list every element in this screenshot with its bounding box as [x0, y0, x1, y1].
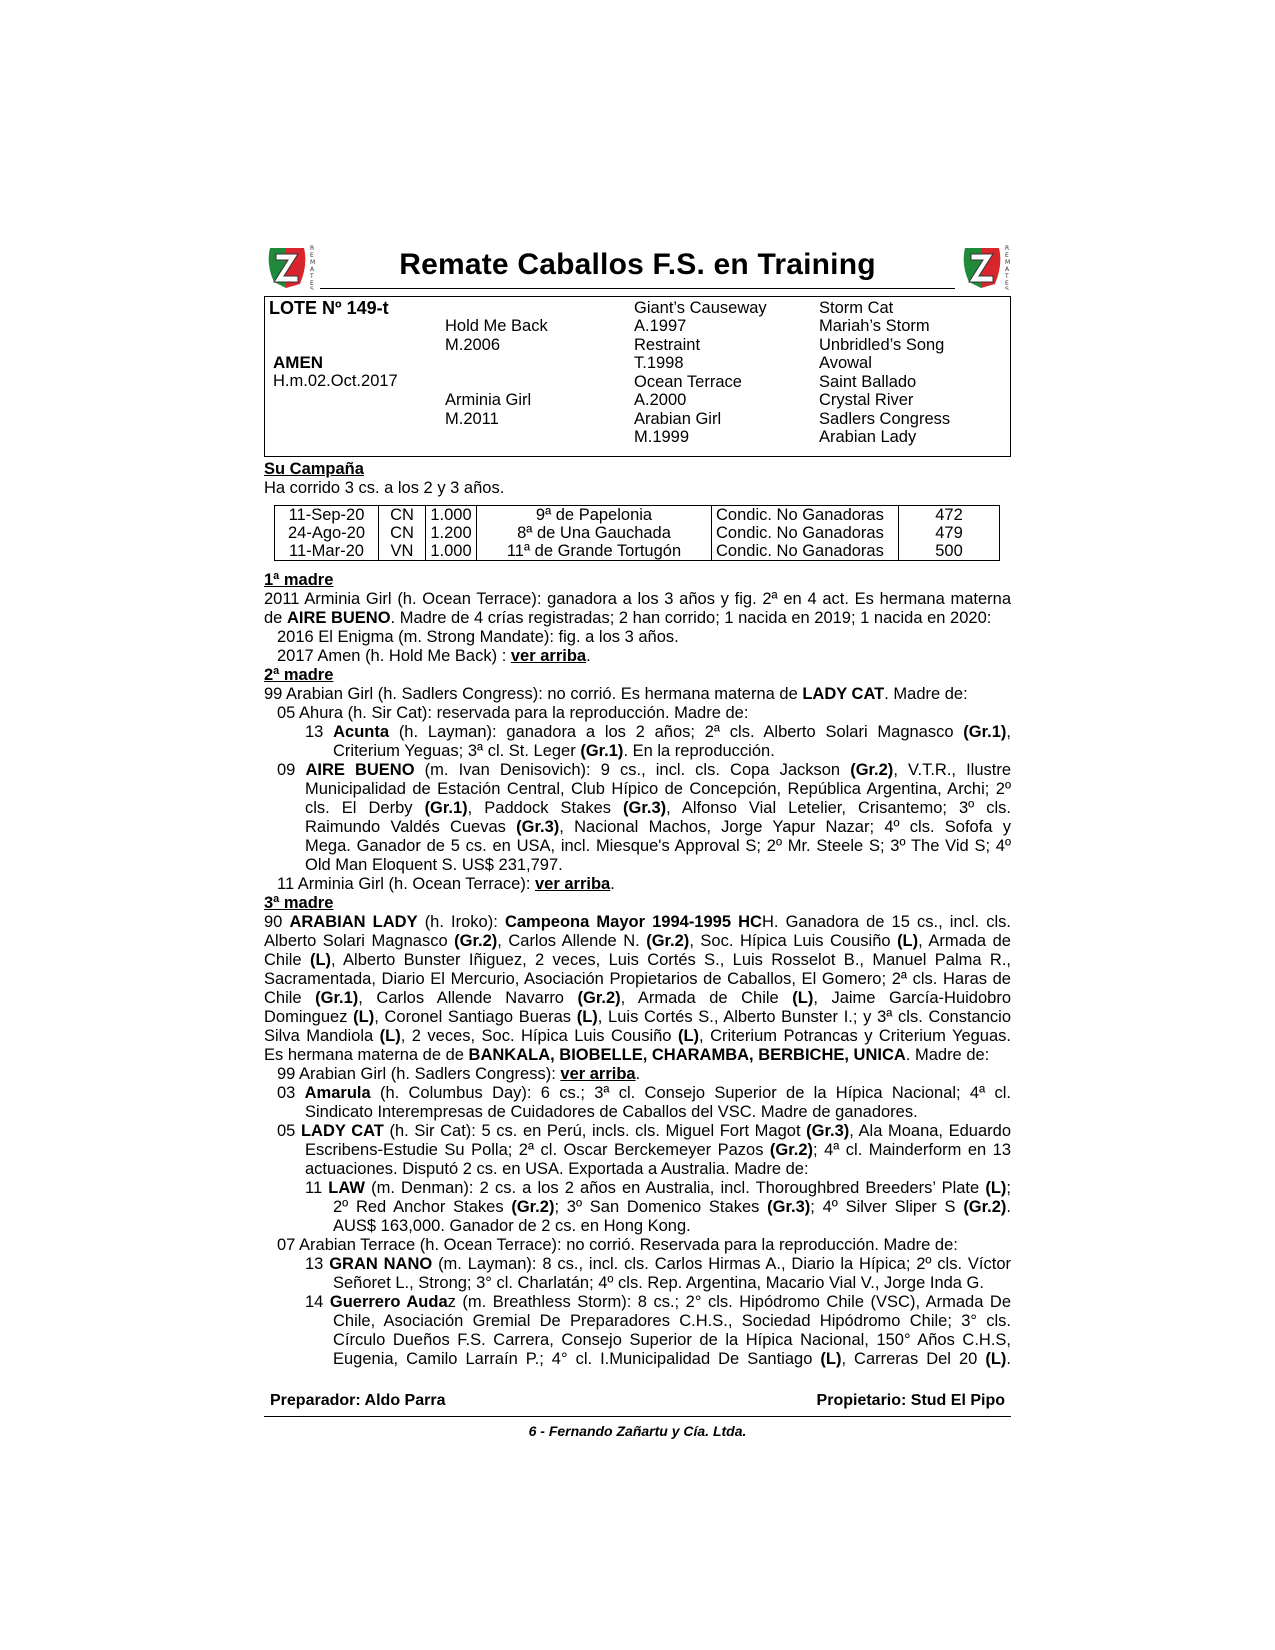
- dam-name: Arminia Girl: [445, 391, 532, 409]
- list-item-cont: AUS$ 163,000. Ganador de 2 cs. en Hong Kong.: [333, 1217, 691, 1235]
- third-dam-line: Silva Mandiola (L), 2 veces, Soc. Hípica Luis Cousiño (L), Criterium Potrancas y Criterium Yeguas.: [264, 1027, 1011, 1045]
- table-row: [275, 542, 1000, 561]
- first-dam-line: de AIRE BUENO. Madre de 4 crías registradas; 2 han corrido; 1 nacida en 2019; 1 nacida en 2020:: [264, 609, 992, 627]
- third-dam-line: Chile (L), Alberto Bunster Iñiguez, 2 veces, Luis Cortés S., Luis Rosselot B., Manuel Palma R.,: [264, 951, 1011, 969]
- sire-name: Hold Me Back: [445, 317, 548, 335]
- race-track: CN: [379, 524, 426, 542]
- race-place: 11ª de Grande Tortugón: [477, 542, 712, 561]
- granddam-2: Arabian Girl: [634, 410, 722, 428]
- list-item: 13 Acunta (h. Layman): ganadora a los 2 años; 2ª cls. Alberto Solari Magnasco (Gr.1),: [305, 723, 1011, 741]
- third-dam-line: Chile (Gr.1), Carlos Allende Navarro (Gr.2), Armada de Chile (L), Jaime García-Huidobro: [264, 989, 1011, 1007]
- race-track: CN: [379, 506, 426, 525]
- second-dam-heading: 2ª madre: [264, 666, 334, 684]
- race-distance: 1.000: [426, 506, 477, 525]
- svg-text:S: S: [310, 286, 314, 290]
- ancestor: Mariah’s Storm: [819, 317, 930, 335]
- race-date: 11-Sep-20: [288, 506, 365, 524]
- race-condition: Condic. No Ganadoras: [712, 506, 899, 525]
- svg-text:M: M: [1005, 259, 1011, 266]
- ancestor: Saint Ballado: [819, 373, 917, 391]
- list-item-cont: Old Man Eloquent S. US$ 231,797.: [305, 856, 563, 874]
- ancestor: Avowal: [819, 354, 872, 372]
- svg-text:M: M: [310, 259, 316, 266]
- grandsire-2-year: A.2000: [634, 391, 687, 409]
- svg-text:E: E: [1005, 280, 1009, 287]
- list-item-cont: Señoret L., Strong; 3° cl. Charlatán; 4º cls. Rep. Argentina, Macario Vial V., Jorge Inda G.: [333, 1274, 984, 1292]
- race-distance: 1.200: [426, 524, 477, 542]
- footer-rule: [264, 1416, 1011, 1417]
- race-track: VN: [379, 542, 426, 561]
- ancestor: Sadlers Congress: [819, 410, 951, 428]
- list-item-cont: cls. El Derby (Gr.1), Paddock Stakes (Gr.3), Alfonso Vial Letelier, Crisantemo; 3º cls.: [305, 799, 1011, 817]
- race-condition: Condic. No Ganadoras: [712, 542, 899, 561]
- pedigree-box: [264, 296, 1011, 457]
- race-place: 8ª de Una Gauchada: [477, 524, 712, 542]
- granddam-1: Restraint: [634, 336, 701, 354]
- campaign-summary: Ha corrido 3 cs. a los 2 y 3 años.: [264, 479, 505, 497]
- svg-text:R: R: [310, 245, 315, 252]
- third-dam-line: Alberto Solari Magnasco (Gr.2), Carlos Allende N. (Gr.2), Soc. Hípica Luis Cousiño (L), Armada de: [264, 932, 1011, 950]
- race-weight: 479: [899, 524, 1000, 542]
- granddam-1-year: T.1998: [634, 354, 684, 372]
- dam-year: M.2011: [445, 410, 499, 428]
- svg-text:T: T: [1005, 273, 1009, 280]
- svg-text:A: A: [1005, 266, 1010, 273]
- owner-label: Propietario: Stud El Pipo: [816, 1392, 1005, 1409]
- first-dam-section: [264, 571, 1011, 1369]
- race-condition: Condic. No Ganadoras: [712, 524, 899, 542]
- grandsire-1: Giant’s Causeway: [634, 299, 767, 317]
- list-item-cont: Círculo Dueños F.S. Carrera, Consejo Superior de la Hípica Nacional, 150° Años C.H.S,: [333, 1331, 1011, 1349]
- list-item: 13 GRAN NANO (m. Layman): 8 cs., incl. cls. Carlos Hirmas A., Diario la Hípica; 2º cls. Víctor: [305, 1255, 1011, 1273]
- second-dam-intro: 99 Arabian Girl (h. Sadlers Congress): no corrió. Es hermana materna de LADY CAT. Madre de:: [264, 685, 968, 703]
- ancestor: Arabian Lady: [819, 428, 917, 446]
- grandsire-2: Ocean Terrace: [634, 373, 742, 391]
- sign-line: [270, 1392, 1005, 1410]
- list-item-cont: Escribens-Estudie Su Polla; 2ª cl. Oscar Berckemeyer Pazos (Gr.2); 4ª cl. Mainderform en 13: [305, 1141, 1011, 1159]
- svg-text:E: E: [310, 280, 314, 287]
- ver-arriba-link[interactable]: ver arriba: [534, 875, 611, 893]
- table-row: [275, 506, 1000, 525]
- race-distance: 1.000: [426, 542, 477, 561]
- list-item-cont: 2º Red Anchor Stakes (Gr.2); 3º San Domenico Stakes (Gr.3); 4º Silver Sliper S (Gr.2).: [333, 1198, 1012, 1216]
- svg-text:A: A: [310, 266, 315, 273]
- list-item: 2017 Amen (h. Hold Me Back) : ver arriba.: [277, 647, 591, 665]
- svg-text:T: T: [310, 273, 314, 280]
- list-item: 07 Arabian Terrace (h. Ocean Terrace): no corrió. Reservada para la reproducción. Madre de:: [277, 1236, 958, 1254]
- horse-name: AMEN: [273, 353, 324, 372]
- ver-arriba-link[interactable]: ver arriba: [560, 1065, 636, 1083]
- list-item: 2016 El Enigma (m. Strong Mandate): fig. a los 3 años.: [277, 628, 679, 646]
- first-dam-line: 2011 Arminia Girl (h. Ocean Terrace): ganadora a los 3 años y fig. 2ª en 4 act. Es hermana materna: [264, 590, 1011, 608]
- ancestor: Crystal River: [819, 391, 914, 409]
- ancestor: Storm Cat: [819, 299, 894, 317]
- third-dam-line: Dominguez (L), Coronel Santiago Bueras (L), Luis Cortés S., Alberto Bunster I.; y 3ª cls. Constancio: [264, 1008, 1011, 1026]
- list-item: 05 LADY CAT (h. Sir Cat): 5 cs. en Perú, incls. cls. Miguel Fort Magot (Gr.3), Ala Moana, Eduardo: [277, 1122, 1012, 1140]
- page-title: Remate Caballos F.S. en Training: [399, 248, 876, 281]
- page-header: [264, 240, 1011, 292]
- list-item-cont: Raimundo Valdés Cuevas (Gr.3), Nacional Machos, Jorge Yapur Nazar; 4º cls. Sofofa y: [305, 818, 1011, 836]
- granddam-2-year: M.1999: [634, 428, 690, 446]
- list-item-cont: Chile, Asociación Gremial De Preparadores C.H.S., Sociedad Hipódromo Chile; 3° cls.: [333, 1312, 1011, 1330]
- list-item: 99 Arabian Girl (h. Sadlers Congress): ver arriba.: [277, 1065, 641, 1083]
- race-weight: 472: [899, 506, 1000, 525]
- list-item: 11 LAW (m. Denman): 2 cs. a los 2 años en Australia, incl. Thoroughbred Breeders’ Plate (L);: [305, 1179, 1011, 1197]
- lot-number: LOTE Nº 149-t: [269, 298, 389, 318]
- table-row: [275, 524, 1000, 542]
- list-item-cont: Eugenia, Camilo Larraín P.; 4° cl. I.Municipalidad De Santiago (L), Carreras Del 20 (L).: [333, 1350, 1011, 1368]
- races-table: [274, 505, 1000, 561]
- list-item-cont: Sindicato Interempresas de Cuidadores de Caballos del VSC. Madre de ganadores.: [305, 1103, 918, 1121]
- svg-text:E: E: [310, 252, 314, 259]
- horse-desc: H.m.02.Oct.2017: [273, 372, 398, 390]
- first-dam-heading: 1ª madre: [264, 571, 334, 589]
- page-footer: 6 - Fernando Zañartu y Cía. Ltda.: [528, 1423, 747, 1439]
- list-item: 11 Arminia Girl (h. Ocean Terrace): ver arriba.: [277, 875, 615, 893]
- race-date: 11-Mar-20: [289, 542, 364, 560]
- ver-arriba-link[interactable]: ver arriba: [510, 647, 587, 665]
- svg-text:R: R: [1005, 245, 1010, 252]
- third-dam-line: Sacramentada, Diario El Mercurio, Asociación Propietarios de Caballos, El Gomero; 2ª cls. Haras de: [264, 970, 1011, 988]
- header-rule: [320, 288, 955, 289]
- list-item: 05 Ahura (h. Sir Cat): reservada para la reproducción. Madre de:: [277, 704, 749, 722]
- campaign-heading: Su Campaña: [264, 460, 364, 478]
- svg-text:E: E: [1005, 252, 1009, 259]
- svg-text:S: S: [1005, 286, 1009, 290]
- list-item-cont: Criterium Yeguas; 3ª cl. St. Leger (Gr.1). En la reproducción.: [333, 742, 775, 760]
- third-dam-heading: 3ª madre: [264, 894, 334, 912]
- remates-logo-icon: [959, 240, 1011, 290]
- ancestor: Unbridled’s Song: [819, 336, 945, 354]
- sire-year: M.2006: [445, 336, 501, 354]
- race-weight: 500: [899, 542, 1000, 561]
- trainer-label: Preparador: Aldo Parra: [270, 1392, 446, 1409]
- list-item-cont: Mega. Ganador de 5 cs. en USA, incl. Miesque's Approval S; 2º Mr. Steele S; 3º The Vid S; 4º: [305, 837, 1011, 855]
- list-item-cont: Municipalidad de Estación Central, Club Hípico de Concepción, República Argentina, Archi; 2º: [305, 780, 1011, 798]
- grandsire-1-year: A.1997: [634, 317, 687, 335]
- list-item-cont: actuaciones. Disputó 2 cs. en USA. Exportada a Australia. Madre de:: [305, 1160, 809, 1178]
- third-dam-line: Es hermana materna de de BANKALA, BIOBELLE, CHARAMBA, BERBICHE, UNICA. Madre de:: [264, 1046, 990, 1064]
- list-item: 09 AIRE BUENO (m. Ivan Denisovich): 9 cs., incl. cls. Copa Jackson (Gr.2), V.T.R., Ilustre: [277, 761, 1012, 779]
- list-item: 14 Guerrero Audaz (m. Breathless Storm): 8 cs.; 2° cls. Hipódromo Chile (VSC), Armada De: [305, 1293, 1011, 1311]
- list-item: 03 Amarula (h. Columbus Day): 6 cs.; 3ª cl. Consejo Superior de la Hípica Nacional; 4ª cl.: [277, 1084, 1011, 1102]
- campaign-section: [264, 460, 1011, 498]
- race-place: 9ª de Papelonia: [477, 506, 712, 525]
- third-dam-line: 90 ARABIAN LADY (h. Iroko): Campeona Mayor 1994-1995 HCH. Ganadora de 15 cs., incl. cls.: [264, 913, 1011, 931]
- race-date: 24-Ago-20: [287, 524, 366, 542]
